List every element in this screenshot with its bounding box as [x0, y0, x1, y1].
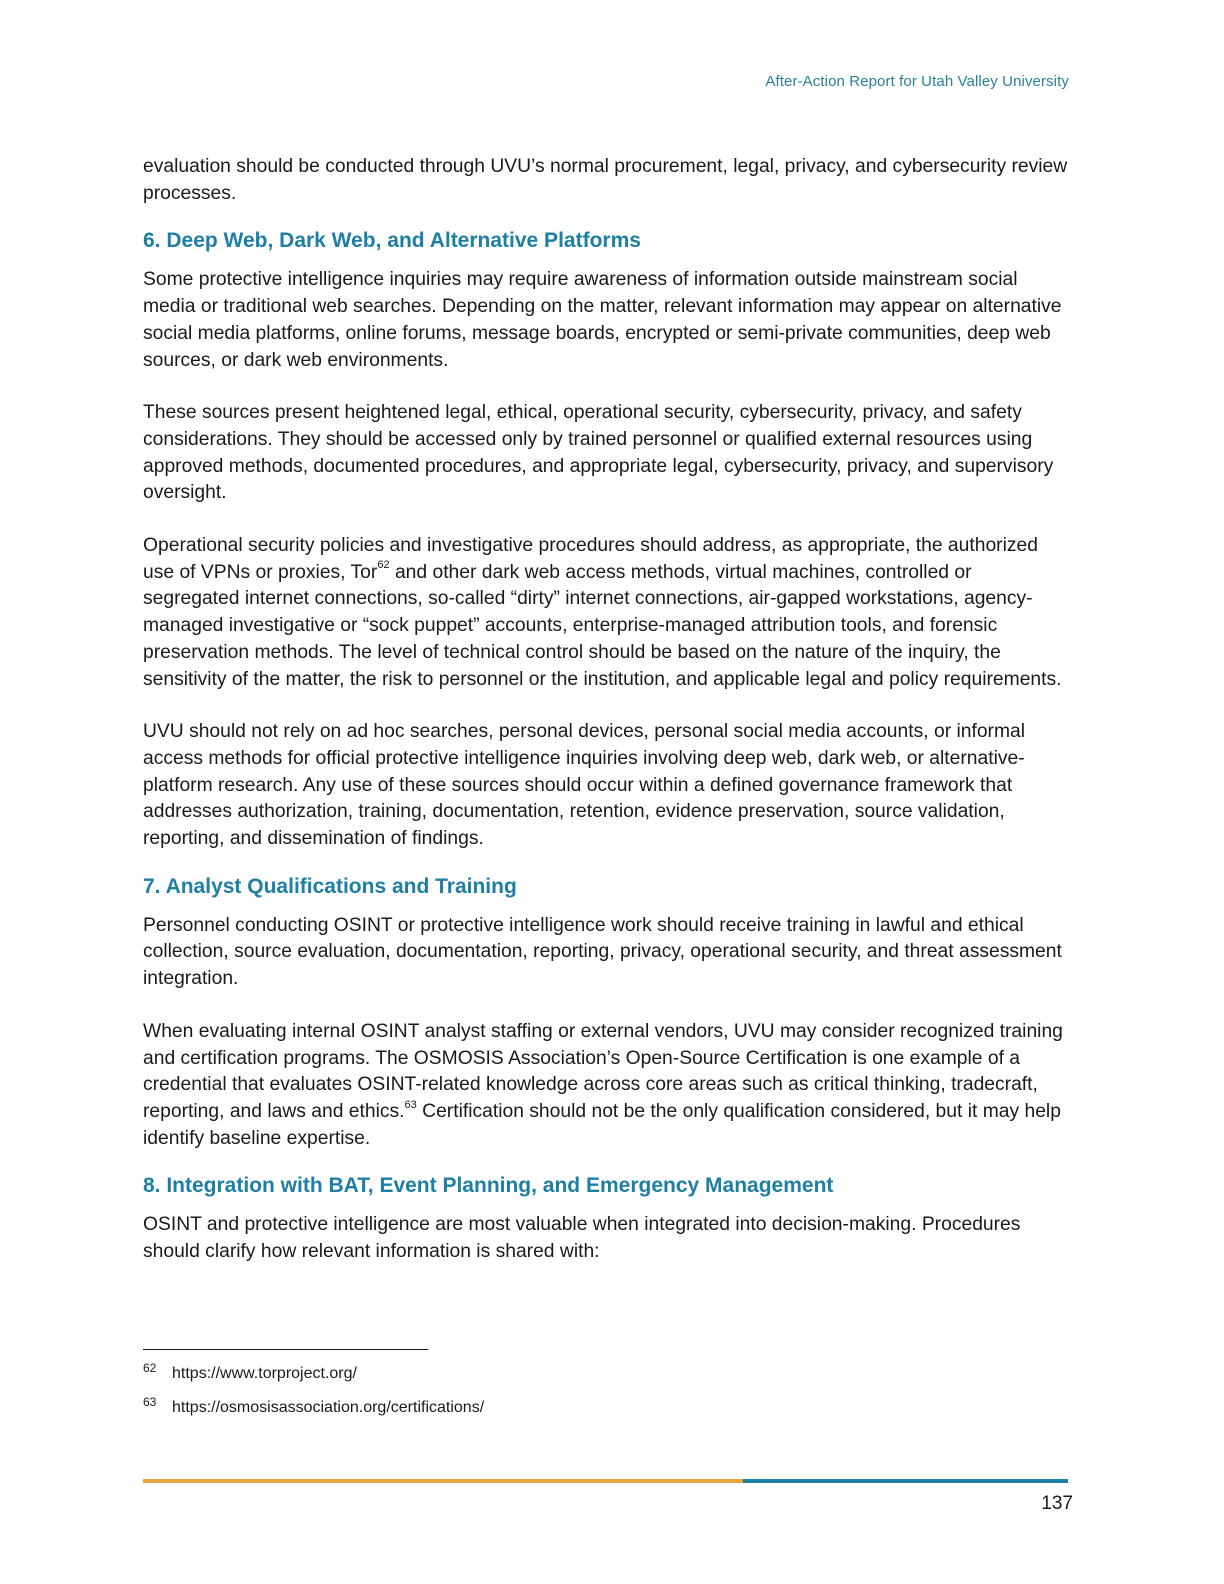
footnote-number: 63: [143, 1395, 157, 1409]
footnote-62: [143, 1362, 1043, 1396]
footnote-link[interactable]: https://osmosisassociation.org/certifications/: [172, 1399, 485, 1416]
section-7-paragraph-1: Personnel conducting OSINT or protective intelligence work should receive training in lawful and ethical collection, source evaluation, documentation, reporting, privacy, operational security, and threat assessment integration.: [143, 914, 1062, 990]
footnote-ref-63[interactable]: 63: [404, 1098, 417, 1111]
section-8-heading: 8. Integration with BAT, Event Planning, and Emergency Management: [143, 1174, 834, 1198]
section-6-paragraph-2: These sources present heightened legal, ethical, operational security, cybersecurity, privacy, and safety considerations. They should be accessed only by trained personnel or qualified external resources using approved methods, documented procedures, and appropriate legal, cybersecurity, privacy, and supervisory oversight.: [143, 402, 1054, 504]
paragraph-text: When evaluating internal OSINT analyst staffing or external vendors, UVU may consider recognized training and certification programs. The OSMOSIS Association’s Open-Source Certification is one example of a credential that evaluates OSINT-related knowledge across core areas such as critical thinking, tradecraft, reporting, and laws and ethics.: [143, 1020, 1063, 1122]
paragraph-text: Certification should not be the only qualification considered, but it may help identify baseline expertise.: [143, 1100, 1061, 1149]
footnotes: [143, 1362, 1043, 1430]
intro-paragraph: evaluation should be conducted through UVU’s normal procurement, legal, privacy, and cybersecurity review processes.: [143, 156, 1068, 204]
section-8-paragraph-1: OSINT and protective intelligence are most valuable when integrated into decision-making. Procedures should clarify how relevant information is shared with:: [143, 1214, 1021, 1263]
footer-color-bar: [143, 1479, 1068, 1483]
footnote-number: 62: [143, 1361, 157, 1375]
page-number: 137: [1041, 1493, 1073, 1514]
section-6-heading: 6. Deep Web, Dark Web, and Alternative Platforms: [143, 229, 641, 253]
footer-bar-teal-segment: [743, 1479, 1068, 1483]
section-7-heading: 7. Analyst Qualifications and Training: [143, 874, 517, 898]
section-6-paragraph-3: [143, 533, 1073, 693]
footnote-ref-62[interactable]: 62: [377, 559, 390, 572]
footnote-link[interactable]: https://www.torproject.org/: [172, 1365, 357, 1382]
section-7-paragraph-2: [143, 1019, 1073, 1153]
running-header: After-Action Report for Utah Valley University: [765, 73, 1069, 90]
page-content: [143, 154, 1073, 1292]
footer-bar-gold-segment: [143, 1479, 743, 1483]
paragraph-text: Operational security policies and investigative procedures should address, as appropriate, the authorized use of VPNs or proxies, Tor: [143, 535, 1038, 583]
paragraph-text: and other dark web access methods, virtual machines, controlled or segregated internet connections, so-called “dirty” internet connections, air-gapped workstations, agency-managed investigative or “sock puppet” accounts, enterprise-managed attribution tools, and forensic preservation methods. The level of technical control should be based on the nature of the inquiry, the sensitivity of the matter, the risk to personnel or the institution, and applicable legal and policy requirements.: [143, 561, 1062, 690]
section-6-paragraph-1: Some protective intelligence inquiries may require awareness of information outside mainstream social media or traditional web searches. Depending on the matter, relevant information may appear on alternative social media platforms, online forums, message boards, encrypted or semi-private communities, deep web sources, or dark web environments.: [143, 269, 1062, 371]
section-6-paragraph-4: UVU should not rely on ad hoc searches, personal devices, personal social media accounts, or informal access methods for official protective intelligence inquiries involving deep web, dark web, or alternative-platform research. Any use of these sources should occur within a defined governance framework that addresses authorization, training, documentation, retention, evidence preservation, source validation, reporting, and dissemination of findings.: [143, 721, 1026, 850]
footnote-divider: [143, 1349, 428, 1350]
footnote-63: [143, 1396, 1043, 1430]
